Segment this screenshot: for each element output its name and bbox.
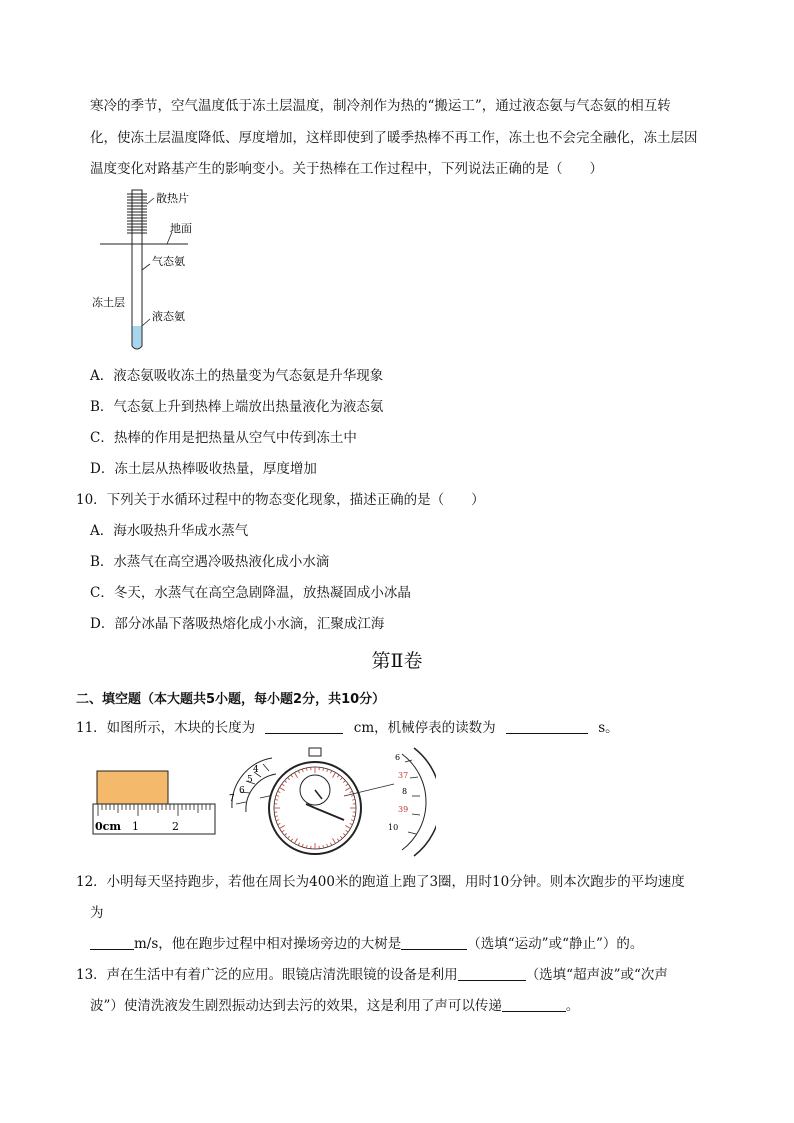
heat-pipe-figure [90,186,230,358]
q11-text-3: s。 [598,720,619,736]
q12-text-unit: m/s，他在跑步过程中相对操场旁边的大树是 [134,936,402,952]
q9-option-a: A．液态氨吸收冻土的热量变为气态氨是升华现象 [90,368,384,384]
wood-block [97,771,168,804]
q9-option-d: D．冻土层从热棒吸收热量，厚度增加 [90,461,317,477]
q9-option-b: B．气态氨上升到热棒上端放出热量液化为液态氨 [90,399,384,415]
q12-line1: 12．小明每天坚持跑步，若他在周长为400米的跑道上跑了3圈，用时10分钟。则本次跑步的平均速度 [76,874,685,890]
dial-right-8: 8 [402,787,408,796]
q9-stem-line2: 化，使冻土层温度降低、厚度增加，这样即使到了暖季热棒不再工作，冻土也不会完全融化，冻土层因 [90,130,698,146]
dial-right-37: 37 [398,771,409,780]
section-heading: 二、填空题（本大题共5小题，每小题2分，共10分） [76,692,386,707]
q13-text-1a: 13．声在生活中有着广泛的应用。眼镜店清洗眼镜的设备是利用 [76,967,458,983]
q11-stem [76,718,619,738]
q12-text-tail: （选填“运动”或“静止”）的。 [467,936,644,952]
q10-option-d: D．部分冰晶下落吸热熔化成小水滴，汇聚成江海 [90,616,385,632]
q13-blank-transfer[interactable] [502,997,566,1012]
dial-left-7: 7 [229,794,235,804]
q13-blank-wave[interactable] [458,966,526,981]
q11-text-1: 11．如图所示，木块的长度为 [76,720,256,736]
q13-line2 [90,996,579,1016]
q9-stem-line1: 寒冷的季节，空气温度低于冻土层温度，制冷剂作为热的“搬运工”，通过液态氨与气态氨的相互转 [90,98,671,114]
q11-text-2: cm，机械停表的读数为 [353,720,496,736]
dial-right-10: 10 [388,823,399,832]
q13-text-2b: 。 [565,998,580,1014]
q12-line3 [90,934,643,954]
q12-blank-motion[interactable] [401,935,467,950]
dial-left-5: 5 [247,775,253,785]
q10-option-c: C．冬天，水蒸气在高空急剧降温，放热凝固成小冰晶 [90,585,411,601]
label-fins: 散热片 [156,192,189,205]
q12-line2: 为 [90,905,104,921]
dial-right-39: 39 [398,805,409,814]
q11-blank-length[interactable] [265,719,343,734]
stopwatch-figure [226,746,436,858]
q12-blank-speed[interactable] [90,935,134,950]
q9-option-c: C．热棒的作用是把热量从空气中传到冻土中 [90,430,357,446]
q10-stem: 10．下列关于水循环过程中的物态变化现象，描述正确的是（ ） [76,492,485,508]
q10-option-a: A．海水吸热升华成水蒸气 [90,523,249,539]
ruler-label-2: 2 [172,820,179,833]
q11-blank-time[interactable] [506,719,588,734]
stopwatch-crown [309,748,321,756]
q10-option-b: B．水蒸气在高空遇冷吸热液化成小水滴 [90,554,330,570]
q13-line1 [76,965,668,985]
label-frozen: 冻土层 [92,296,125,309]
q13-text-2a: 波”）使清洗液发生剧烈振动达到去污的效果，这是利用了声可以传递 [90,998,502,1014]
fins-icon [127,194,147,233]
q13-text-1b: （选填“超声波”或“次声 [525,967,668,983]
dial-right-6: 6 [395,753,401,762]
section-title: 第Ⅱ卷 [371,650,423,672]
ruler-label-1: 1 [132,820,139,833]
label-ground: 地面 [170,222,192,235]
q9-stem-line3: 温度变化对路基产生的影响变小。关于热棒在工作过程中，下列说法正确的是（ ） [90,161,603,177]
label-liquid: 液态氨 [152,310,185,323]
ruler-figure [90,768,220,838]
dial-left-4: 4 [253,765,259,775]
dial-left-6: 6 [239,786,245,796]
label-gas: 气态氨 [152,255,185,268]
ruler-label-0: 0cm [95,820,121,833]
